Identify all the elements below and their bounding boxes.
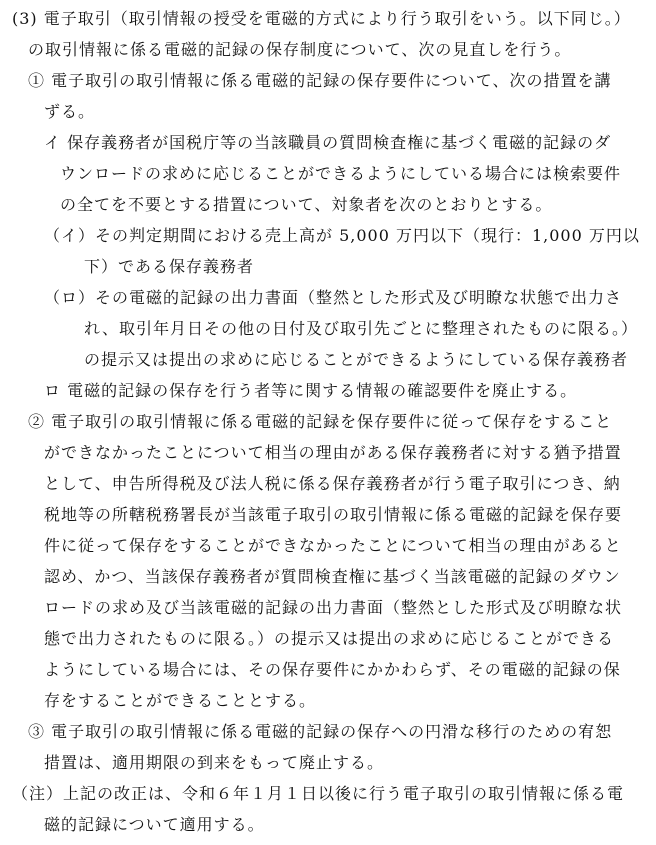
text-line: （イ）その判定期間における売上高が 5,000 万円以下（現行：1,000 万円以 <box>44 226 640 245</box>
text-line: 磁的記録について適用する。 <box>44 815 265 834</box>
text-line: 下）である保存義務者 <box>84 257 255 276</box>
text-line: 件に従って保存をすることができなかったことについて相当の理由があると <box>44 536 622 555</box>
text-line: 存をすることができることとする。 <box>44 691 317 710</box>
text-line: として、申告所得税及び法人税に係る保存義務者が行う電子取引につき、納 <box>44 474 621 493</box>
text-line: イ 保存義務者が国税庁等の当該職員の質問検査権に基づく電磁的記録のダ <box>44 133 612 152</box>
text-line: （注）上記の改正は、令和６年１月１日以後に行う電子取引の取引情報に係る電 <box>12 784 625 803</box>
text-line: れ、取引年月日その他の日付及び取引先ごとに整理されたものに限る。） <box>84 319 638 338</box>
text-line: ロ 電磁的記録の保存を行う者等に関する情報の確認要件を廃止する。 <box>44 381 578 400</box>
text-line: ずる。 <box>44 102 96 121</box>
text-line: 態で出力されたものに限る。）の提示又は提出の求めに応じることができる <box>44 629 615 648</box>
text-line: 認め、かつ、当該保存義務者が質問検査権に基づく当該電磁的記録のダウン <box>44 567 621 586</box>
text-line: ① 電子取引の取引情報に係る電磁的記録の保存要件について、次の措置を講 <box>28 71 612 90</box>
text-line: 税地等の所轄税務署長が当該電子取引の取引情報に係る電磁的記録を保存要 <box>44 505 623 524</box>
text-line: の全てを不要とする措置について、対象者を次のとおりとする。 <box>60 195 553 214</box>
text-line: (3) 電子取引（取引情報の授受を電磁的方式により行う取引をいう。以下同じ。） <box>12 9 631 28</box>
text-line: ができなかったことについて相当の理由がある保存義務者に対する猶予措置 <box>44 443 622 462</box>
text-line: ようにしている場合には、その保存要件にかかわらず、その電磁的記録の保 <box>44 660 621 679</box>
text-line: の提示又は提出の求めに応じることができるようにしている保存義務者 <box>84 350 629 369</box>
text-line: 措置は、適用期限の到来をもって廃止する。 <box>44 753 385 772</box>
text-line: の取引情報に係る電磁的記録の保存制度について、次の見直しを行う。 <box>28 40 572 59</box>
text-line: ② 電子取引の取引情報に係る電磁的記録を保存要件に従って保存をすること <box>28 412 613 431</box>
text-line: ③ 電子取引の取引情報に係る電磁的記録の保存への円滑な移行のための宥恕 <box>28 722 613 741</box>
text-line: ウンロードの求めに応じることができるようにしている場合には検索要件 <box>60 164 622 183</box>
text-line: ロードの求め及び当該電磁的記録の出力書面（整然とした形式及び明瞭な状 <box>44 598 623 617</box>
text-line: （ロ）その電磁的記録の出力書面（整然とした形式及び明瞭な状態で出力さ <box>44 288 623 307</box>
